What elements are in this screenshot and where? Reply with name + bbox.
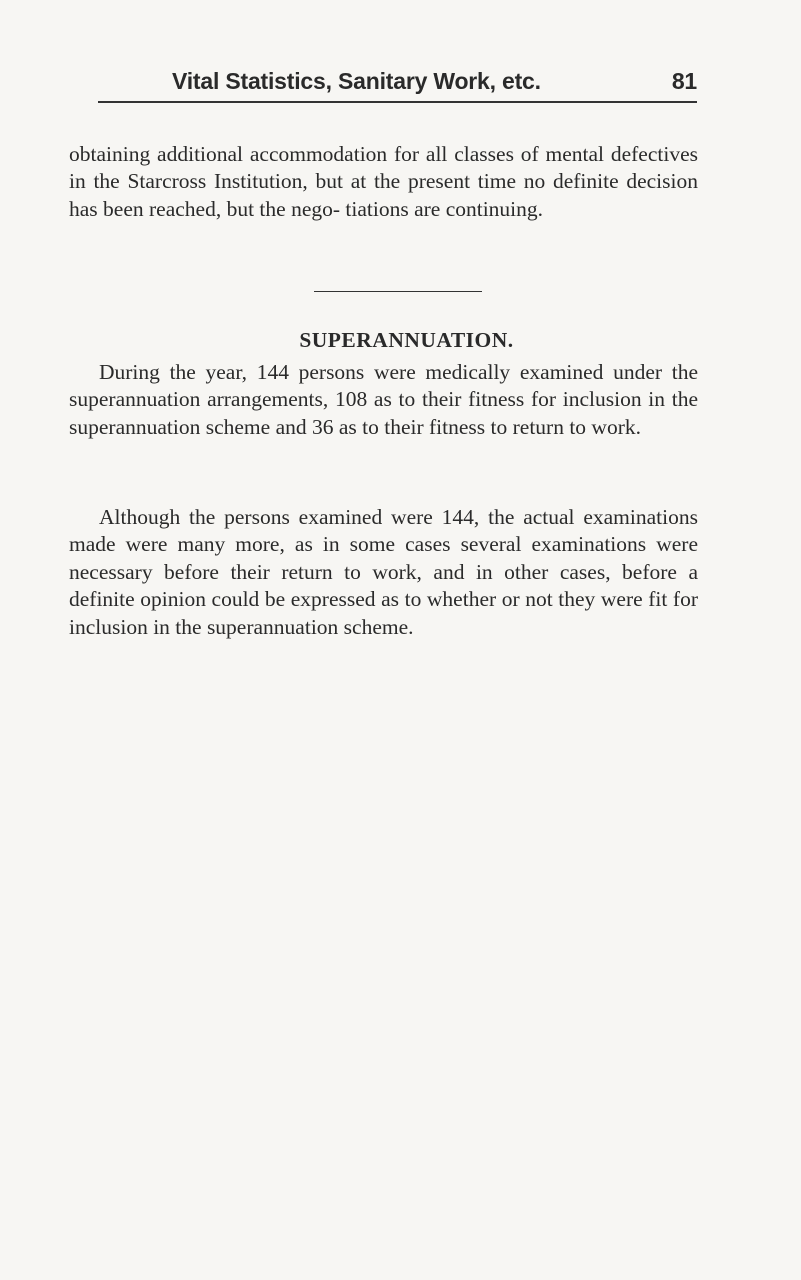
section-paragraph-1: During the year, 144 persons were medically examined under the superannuation arrangements, 108 as to their fitness for inclusion in the superannuation scheme and 36 as to their fitness to return to work. [69, 360, 698, 439]
section-divider [314, 291, 482, 292]
section-heading: SUPERANNUATION. [299, 328, 514, 352]
running-header [172, 64, 697, 98]
continuation-paragraph: obtaining additional accommodation for all classes of mental defectives in the Starcross Institution, but at the present time no definite decision has been reached, but the nego- tiations are continuing. [69, 142, 698, 221]
header-rule [98, 101, 697, 103]
page-number: 81 [671, 68, 697, 94]
section-paragraph-2: Although the persons examined were 144, the actual examinations made were many more, as in some cases several examinations were necessary before their return to work, and in other cases, before a definite opinion could be expressed as to whether or not they were fit for inclusion in the superannuation scheme. [69, 505, 698, 639]
running-title: Vital Statistics, Sanitary Work, etc. [172, 68, 541, 94]
